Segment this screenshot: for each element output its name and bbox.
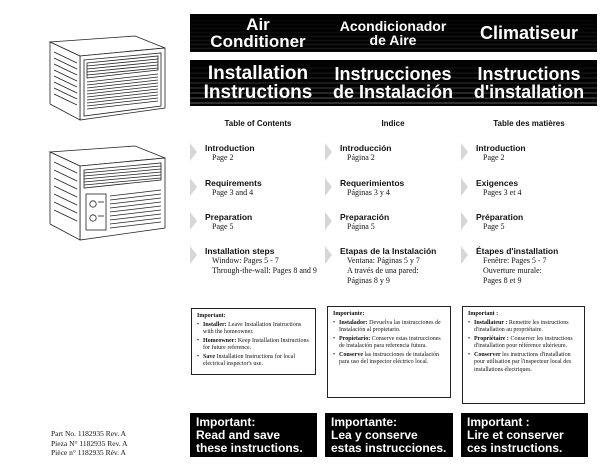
section-body: Page 5 (483, 222, 505, 231)
arrow-icon (190, 246, 197, 264)
spanish-install-line-1: Instrucciones (334, 64, 452, 84)
section-title: Preparation (205, 212, 253, 222)
banner-line: these instructions. (196, 441, 303, 455)
banner-line: Importante: (331, 415, 397, 429)
arrow-icon (461, 212, 468, 230)
english-section-installation-steps (190, 246, 326, 276)
section-body: Page 3 and 4 (212, 188, 254, 197)
arrow-icon (461, 143, 468, 161)
note-item: • Propietario: Conserve estas instrucciones de instalación para referencia futura. (339, 336, 445, 351)
spanish-title-band (325, 14, 461, 52)
section-body-line: Ouverture murale: (483, 266, 542, 275)
spanish-toc-heading: Indice (381, 119, 405, 128)
section-body: Pages 3 et 4 (483, 188, 522, 197)
note-item: • Homeowner: Keep Installation Instructions for future reference. (203, 338, 310, 353)
section-body-line: Pages 8 et 9 (483, 276, 522, 285)
french-install-band (461, 60, 597, 106)
spanish-section-introduccion (325, 143, 461, 163)
banner-line: estas instrucciones. (331, 441, 447, 455)
section-body: Página 2 (347, 153, 375, 162)
french-install-line-1: Instructions (477, 64, 581, 84)
section-title: Exigences (476, 178, 519, 188)
english-important-note (191, 308, 316, 375)
english-title-line-2: Conditioner (210, 32, 306, 51)
arrow-icon (461, 178, 468, 196)
arrow-icon (325, 246, 332, 264)
french-install-line-2: d'installation (473, 82, 585, 102)
spanish-section-requerimientos (325, 178, 461, 198)
arrow-icon (190, 143, 197, 161)
spanish-install-band (325, 60, 461, 106)
note-item: • Instalador: Devuelva las instrucciones de Instalación al propietario. (339, 320, 445, 335)
spanish-title-line-1: Acondicionador (339, 18, 447, 34)
note-heading: Important : (468, 311, 499, 317)
english-section-requirements (190, 178, 326, 198)
french-title-band (461, 14, 597, 52)
section-title: Étapes d'installation (476, 246, 559, 256)
arrow-icon (190, 178, 197, 196)
banner-line: Read and save (196, 428, 281, 442)
english-title-line-1: Air (246, 15, 270, 34)
note-item: • Installer: Leave Installation Instructions with the homeowner. (203, 322, 310, 337)
spanish-section-preparacion (325, 212, 461, 232)
banner-line: Important: (196, 415, 256, 429)
section-title: Etapas de la Instalación (340, 246, 437, 256)
section-title: Installation steps (205, 246, 275, 256)
section-body-line: Fenêtre: Pages 5 - 7 (483, 256, 547, 265)
section-body-line: Ventana: Páginas 5 y 7 (347, 256, 420, 265)
french-section-exigences (461, 178, 597, 198)
english-title-band (190, 14, 326, 52)
note-item: • Propriétaire : Conserver les instructions d'installation pour référence ultérieure. (474, 336, 579, 351)
spanish-save-banner (325, 413, 453, 457)
section-body-line: A través de una pared: (347, 266, 419, 275)
section-title: Requerimientos (340, 178, 405, 188)
note-heading: Important: (197, 313, 226, 319)
french-save-banner (461, 413, 588, 457)
arrow-icon (190, 212, 197, 230)
english-install-band (190, 60, 326, 106)
spanish-section-etapas (325, 246, 461, 286)
banner-line: ces instructions. (467, 441, 563, 455)
section-body: Page 5 (212, 222, 234, 231)
section-title: Introducción (340, 143, 392, 153)
section-title: Introduction (205, 143, 255, 153)
section-body: Page 2 (483, 153, 505, 162)
banner-line: Important : (467, 415, 530, 429)
section-body: Page 2 (212, 153, 234, 162)
arrow-icon (461, 246, 468, 264)
part-number-fr: Pièce n° 1182935 Rév. A (51, 448, 126, 457)
banner-line: Lire et conserver (467, 428, 564, 442)
arrow-icon (325, 212, 332, 230)
arrow-icon (325, 143, 332, 161)
spanish-install-line-2: de Instalación (332, 82, 454, 102)
note-item: • Conserver les instructions d'installation pour utilisation par l'inspecteur local des installations électriques. (474, 352, 579, 375)
section-body-line: Through-the-wall: Pages 8 and 9 (212, 266, 317, 275)
french-section-etapes (461, 246, 597, 286)
section-title: Préparation (476, 212, 524, 222)
part-number-en: Part No. 1182935 Rev. A (51, 429, 127, 438)
note-heading: Importante: (333, 311, 365, 317)
section-body-line: Páginas 8 y 9 (347, 276, 390, 285)
spanish-column (325, 14, 461, 128)
section-title: Introduction (476, 143, 526, 153)
english-install-line-1: Installation (207, 63, 309, 84)
spanish-important-note (327, 306, 451, 398)
french-toc-heading: Table des matières (493, 119, 565, 128)
french-section-preparation (461, 212, 597, 232)
section-title: Preparación (340, 212, 390, 222)
note-item: • Save Installation Instructions for local electrical inspector's use. (203, 354, 310, 369)
english-section-introduction (190, 143, 326, 163)
section-title: Requirements (205, 178, 262, 188)
french-title-line-1: Climatiseur (479, 23, 579, 43)
note-item: • Installateur : Remettre les instructions d'installation au propriétaire. (474, 320, 579, 335)
wall-air-conditioner-illustration (30, 140, 170, 245)
french-important-note (462, 306, 585, 404)
english-install-line-2: Instructions (203, 82, 313, 103)
note-item: • Conserve las instrucciones de instalación para uso del inspector eléctrico local. (339, 352, 445, 367)
section-body: Página 5 (347, 222, 375, 231)
section-body-line: Window: Pages 5 - 7 (212, 256, 279, 265)
banner-line: Lea y conserve (331, 428, 418, 442)
part-number-es: Pieza N° 1182935 Rev. A (51, 438, 128, 448)
arrow-icon (325, 178, 332, 196)
french-column (461, 14, 597, 128)
english-save-banner (190, 413, 317, 457)
english-section-preparation (190, 212, 326, 232)
section-body: Páginas 3 y 4 (347, 188, 390, 197)
window-air-conditioner-illustration (30, 30, 170, 125)
french-section-introduction (461, 143, 597, 163)
english-column (190, 14, 326, 128)
english-toc-heading: Table of Contents (224, 119, 292, 128)
spanish-title-line-2: de Aire (369, 32, 417, 48)
part-numbers (51, 429, 128, 458)
